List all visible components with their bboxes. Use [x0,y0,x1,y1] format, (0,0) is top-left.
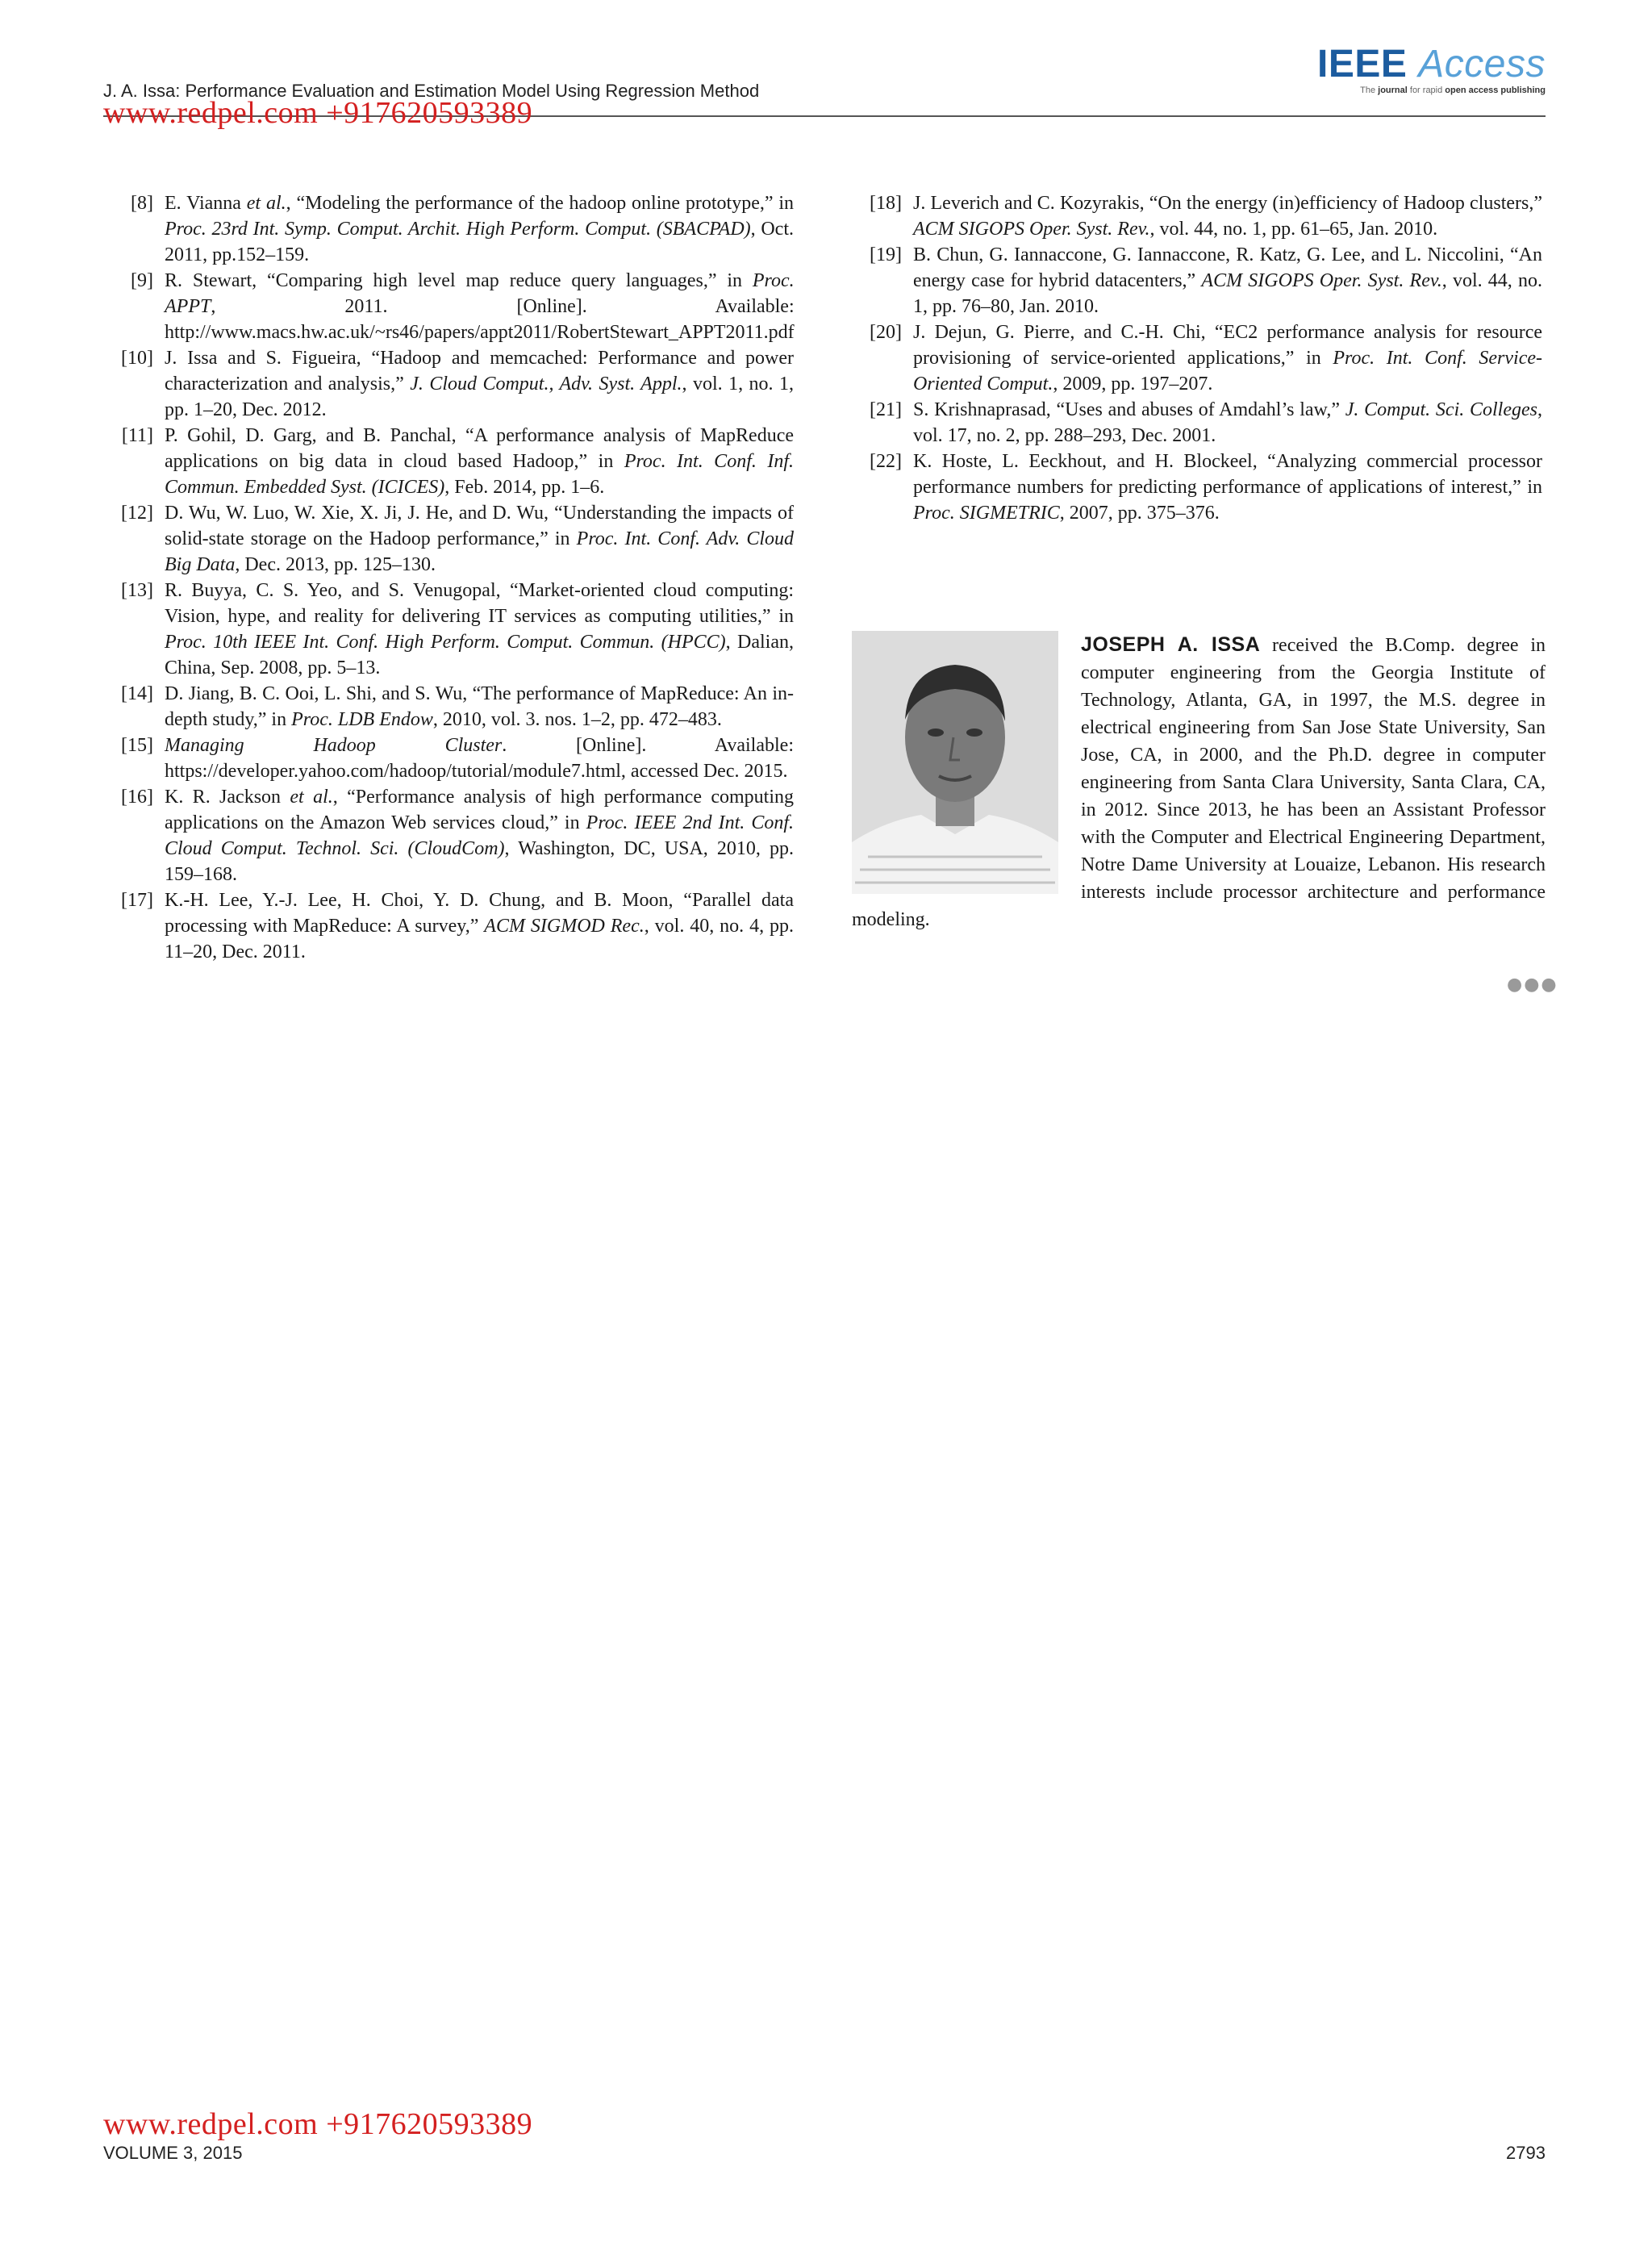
reference-number: [8] [131,193,153,214]
reference-text: P. Gohil, D. Garg, and B. Panchal, “A performance analysis of MapReduce applications on big data in cloud based Hadoop,” in Proc. Int. Conf. Inf. Commun. Embedded Syst. (ICICES), Feb. 2014, pp. 1–6. [165,425,794,498]
reference-text: S. Krishnaprasad, “Uses and abuses of Amdahl’s law,” J. Comput. Sci. Colleges, vol. 17, no. 2, pp. 288–293, Dec. 2001. [913,399,1542,446]
author-biography [852,631,1546,933]
reference-text: R. Stewart, “Comparing high level map reduce query languages,” in Proc. APPT, 2011. [Online]. Available: http://www.macs.hw.ac.uk/~rs46/papers/appt2011/RobertStewart_APPT2011.pdf [165,270,795,343]
reference-number: [11] [121,425,153,446]
reference-number: [17] [121,890,153,911]
reference-number: [16] [121,787,153,808]
reference-entry [852,319,1542,397]
reference-text: J. Leverich and C. Kozyrakis, “On the energy (in)efficiency of Hadoop clusters,” ACM SIGOPS Oper. Syst. Rev., vol. 44, no. 1, pp. 61–65, Jan. 2010. [913,193,1542,240]
reference-text: K.-H. Lee, Y.-J. Lee, H. Choi, Y. D. Chung, and B. Moon, “Parallel data processing with MapReduce: A survey,” ACM SIGMOD Rec., vol. 40, no. 4, pp. 11–20, Dec. 2011. [165,890,795,962]
reference-number: [13] [121,580,153,601]
watermark-bottom: www.redpel.com +917620593389 [103,2107,533,2141]
reference-number: [22] [870,451,902,472]
author-photo [852,631,1058,894]
reference-entry [103,578,794,681]
reference-text: J. Issa and S. Figueira, “Hadoop and memcached: Performance and power characterization and analysis,” J. Cloud Comput., Adv. Syst. Appl., vol. 1, no. 1, pp. 1–20, Dec. 2012. [165,348,794,420]
reference-entry [103,887,794,965]
reference-number: [15] [121,735,153,756]
reference-text: E. Vianna et al., “Modeling the performance of the hadoop online prototype,” in Proc. 23rd Int. Symp. Comput. Archit. High Perform. Comput. (SBACPAD), Oct. 2011, pp.152–159. [165,193,795,265]
reference-entry [852,190,1542,242]
reference-entry [103,190,794,268]
reference-text: D. Wu, W. Luo, W. Xie, X. Ji, J. He, and D. Wu, “Understanding the impacts of solid-state storage on the Hadoop performance,” in Proc. Int. Conf. Adv. Cloud Big Data, Dec. 2013, pp. 125–130. [165,503,794,575]
reference-text: D. Jiang, B. C. Ooi, L. Shi, and S. Wu, “The performance of MapReduce: An in-depth study,” in Proc. LDB Endow, 2010, vol. 3. nos. 1–2, pp. 472–483. [165,683,794,730]
reference-number: [10] [121,348,153,369]
running-head: J. A. Issa: Performance Evaluation and Estimation Model Using Regression Method [103,81,760,101]
author-name: JOSEPH A. ISSA [1081,633,1261,656]
reference-number: [20] [870,322,902,343]
reference-text: R. Buyya, C. S. Yeo, and S. Venugopal, “Market-oriented cloud computing: Vision, hype, and reality for delivering IT services as computing utilities,” in Proc. 10th IEEE Int. Conf. High Perform. Comput. Commun. (HPCC), Dalian, China, Sep. 2008, pp. 5–13. [165,580,794,678]
author-bio-text: received the B.Comp. degree in computer engineering from the Georgia Institute of Technology, Atlanta, GA, in 1997, the M.S. degree in electrical engineering from San Jose State University, San Jose, CA, in 2000, and the Ph.D. degree in computer engineering from Santa Clara University, Santa Clara, CA, in 2012. Since 2013, he has been an Assistant Professor with the Computer and Electrical Engineering Department, Notre Dame University at Louaize, Lebanon. His research interests include processor architecture and performance modeling. [852,635,1546,930]
reference-number: [18] [870,193,902,214]
reference-entry [103,423,794,500]
reference-number: [14] [121,683,153,704]
references-right-column [852,190,1542,526]
journal-logo [1317,44,1546,95]
reference-entry [103,681,794,733]
reference-number: [19] [870,244,902,265]
reference-entry [852,242,1542,319]
logo-tagline: The journal for rapid open access publishing [1360,86,1546,95]
reference-entry [103,500,794,578]
reference-text: K. Hoste, L. Eeckhout, and H. Blockeel, “Analyzing commercial processor performance numbers for predicting performance of applications of interest,” in Proc. SIGMETRIC, 2007, pp. 375–376. [913,451,1542,524]
reference-text: Managing Hadoop Cluster. [Online]. Available: https://developer.yahoo.com/hadoop/tutorial/module7.html, accessed Dec. 2015. [165,735,794,782]
reference-number: [21] [870,399,902,420]
reference-entry [852,397,1542,449]
references-left-column [103,190,794,965]
end-of-article-dots: ●●● [1507,975,1558,995]
footer-volume: VOLUME 3, 2015 [103,2143,243,2163]
reference-entry [852,449,1542,526]
reference-text: K. R. Jackson et al., “Performance analysis of high performance computing applications on the Amazon Web services cloud,” in Proc. IEEE 2nd Int. Conf. Cloud Comput. Technol. Sci. (CloudCom), Washington, DC, USA, 2010, pp. 159–168. [165,787,795,885]
reference-entry [103,268,794,345]
logo-ieee: IEEE [1317,43,1408,86]
reference-entry [103,345,794,423]
reference-number: [9] [131,270,153,291]
reference-text: J. Dejun, G. Pierre, and C.-H. Chi, “EC2 performance analysis for resource provisioning of service-oriented applications,” in Proc. Int. Conf. Service-Oriented Comput., 2009, pp. 197–207. [913,322,1542,395]
reference-number: [12] [121,503,153,524]
logo-access: Access [1418,43,1546,86]
watermark-top: www.redpel.com +917620593389 [103,96,533,130]
reference-entry [103,784,794,887]
footer-page-number: 2793 [1506,2143,1546,2163]
reference-entry [103,733,794,784]
reference-text: B. Chun, G. Iannaccone, G. Iannaccone, R. Katz, G. Lee, and L. Niccolini, “An energy case for hybrid datacenters,” ACM SIGOPS Oper. Syst. Rev., vol. 44, no. 1, pp. 76–80, Jan. 2010. [913,244,1543,317]
